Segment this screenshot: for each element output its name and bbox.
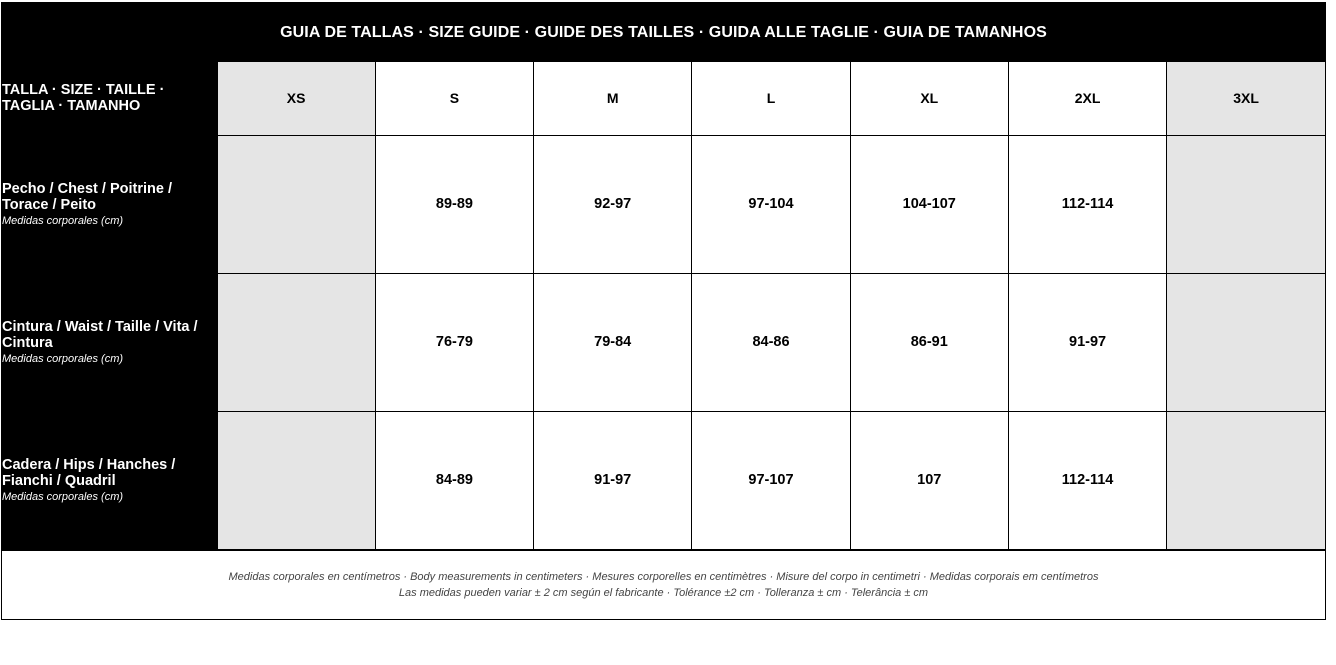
table-cell-2xl: 112-114 — [1008, 411, 1166, 549]
table-cell-s: 89-89 — [375, 135, 533, 273]
table-cell-xs — [217, 135, 375, 273]
table-cell-3xl — [1167, 273, 1325, 411]
table-cell-s: 76-79 — [375, 273, 533, 411]
table-cell-2xl: 91-97 — [1008, 273, 1166, 411]
measurement-sublabel: Medidas corporales (cm) — [2, 352, 124, 365]
measurement-label: Pecho / Chest / Poitrine / Torace / Peito — [2, 180, 173, 213]
size-header-s: S — [375, 62, 533, 135]
size-header-l: L — [692, 62, 850, 135]
measurement-row-waist — [2, 273, 1325, 411]
measurement-label-cell — [2, 273, 217, 411]
size-header-row — [2, 62, 1325, 135]
measurement-sublabel: Medidas corporales (cm) — [2, 214, 124, 227]
size-header-label: TALLA · SIZE · TAILLE · TAGLIA · TAMANHO — [2, 82, 165, 115]
size-table — [2, 62, 1325, 550]
size-guide — [1, 2, 1326, 620]
footer-note-tolerance: Las medidas pueden variar ± 2 cm según el fabricante · Tolérance ±2 cm · Tolleranza ± cm · Telerância ± cm — [398, 586, 929, 599]
size-header-xl: XL — [850, 62, 1008, 135]
size-guide-footer — [2, 550, 1325, 619]
table-cell-m: 92-97 — [534, 135, 692, 273]
table-cell-xl: 107 — [850, 411, 1008, 549]
size-guide-title: GUIA DE TALLAS · SIZE GUIDE · GUIDE DES TAILLES · GUIDA ALLE TAGLIE · GUIA DE TAMANHOS — [2, 3, 1325, 62]
footer-note-measurements: Medidas corporales en centímetros · Body measurements in centimeters · Mesures corporelles en centimètres · Misure del corpo in centimetri · Medidas corporais em centímetros — [228, 570, 1099, 583]
table-cell-3xl — [1167, 411, 1325, 549]
size-header-xs: XS — [217, 62, 375, 135]
measurement-sublabel: Medidas corporales (cm) — [2, 490, 124, 503]
table-cell-m: 91-97 — [534, 411, 692, 549]
measurement-label-cell — [2, 411, 217, 549]
table-cell-3xl — [1167, 135, 1325, 273]
table-cell-xl: 86-91 — [850, 273, 1008, 411]
table-cell-l: 97-107 — [692, 411, 850, 549]
table-cell-m: 79-84 — [534, 273, 692, 411]
size-header-m: M — [534, 62, 692, 135]
table-cell-l: 97-104 — [692, 135, 850, 273]
size-header-2xl: 2XL — [1008, 62, 1166, 135]
table-cell-s: 84-89 — [375, 411, 533, 549]
table-cell-xs — [217, 411, 375, 549]
measurement-label: Cintura / Waist / Taille / Vita / Cintura — [2, 318, 198, 351]
table-cell-xl: 104-107 — [850, 135, 1008, 273]
table-cell-2xl: 112-114 — [1008, 135, 1166, 273]
size-header-3xl: 3XL — [1167, 62, 1325, 135]
measurement-row-chest — [2, 135, 1325, 273]
table-cell-l: 84-86 — [692, 273, 850, 411]
measurement-label: Cadera / Hips / Hanches / Fianchi / Quadril — [2, 456, 176, 489]
table-cell-xs — [217, 273, 375, 411]
measurement-label-cell — [2, 135, 217, 273]
size-header-label-cell — [2, 62, 217, 135]
measurement-row-hips — [2, 411, 1325, 549]
